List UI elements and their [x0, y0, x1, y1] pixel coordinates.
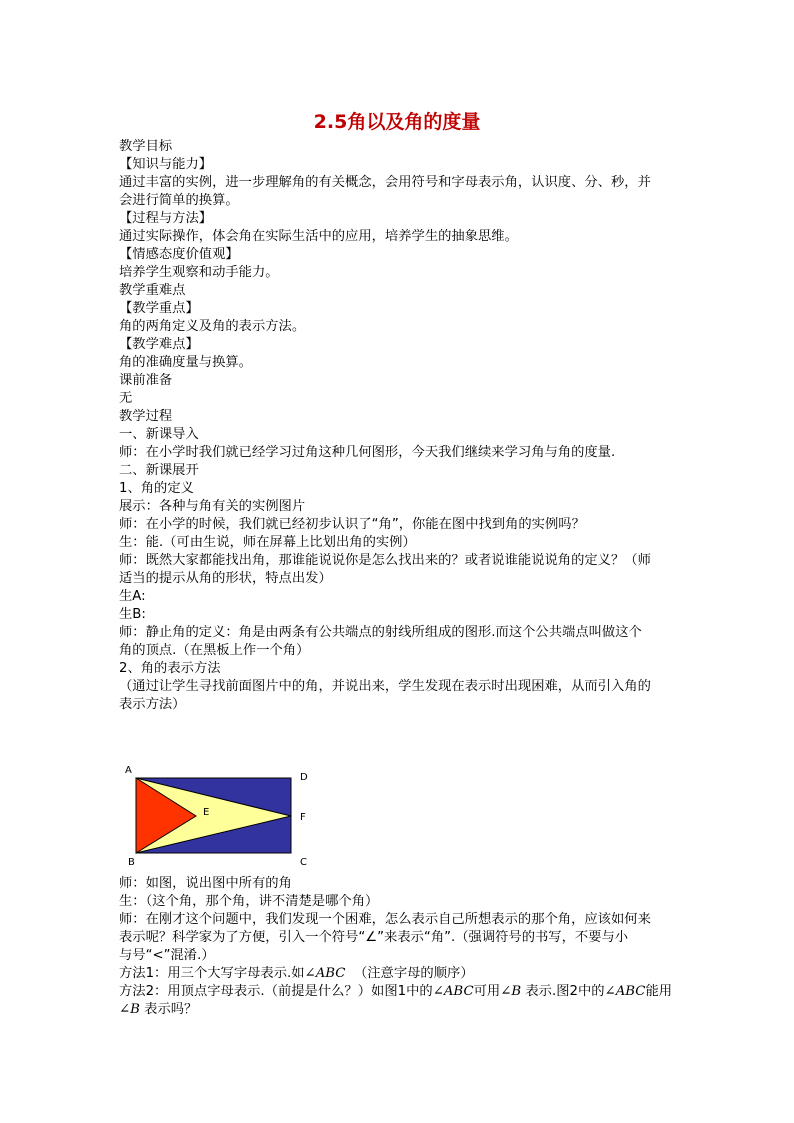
text-line: 【知识与能力】 — [119, 157, 213, 172]
text-line: 培养学生观察和动手能力。 — [119, 265, 279, 280]
text-line: 2、角的表示方法 — [119, 661, 221, 676]
text-line: 与号“<”混淆.） — [119, 948, 215, 963]
text-line: 师：静止角的定义：角是由两条有公共端点的射线所组成的图形.而这个公共端点叫做这个 — [119, 625, 642, 640]
text-line: 【过程与方法】 — [119, 211, 213, 226]
text-line: 二、新课展开 — [119, 463, 199, 478]
method-2-line — [119, 983, 672, 1001]
text-line: 【情感态度价值观】 — [119, 247, 239, 262]
text-line: 通过丰富的实例，进一步理解角的有关概念，会用符号和字母表示角，认识度、分、秒，并 — [119, 175, 651, 190]
label-c: C — [300, 857, 307, 868]
text-line: 生：（这个角，那个角，讲不清楚是哪个角） — [119, 894, 379, 909]
text-line: 生：能.（可由生说，师在屏幕上比划出角的实例） — [119, 535, 416, 550]
text-line: 教学过程 — [119, 409, 173, 424]
text-line: 角的顶点.（在黑板上作一个角） — [119, 643, 310, 658]
method-3-suffix: 表示吗？ — [144, 1002, 198, 1017]
text-line: 生A: — [119, 589, 146, 604]
method-1-suffix: （注意字母的顺序） — [353, 966, 474, 981]
text-line: 课前准备 — [119, 373, 173, 388]
method-2-text: 表示.图2中的 — [525, 984, 605, 999]
method-2-suffix: 能用 — [645, 984, 673, 999]
text-line: 展示：各种与角有关的实例图片 — [119, 499, 306, 514]
text-line: 【教学难点】 — [119, 337, 199, 352]
label-b: B — [128, 857, 135, 868]
text-line: 师：如图，说出图中所有的角 — [119, 876, 292, 891]
text-line: 【教学重点】 — [119, 301, 199, 316]
method-2-text: 可用 — [473, 984, 501, 999]
angle-figure — [119, 765, 319, 873]
method-1-line — [119, 965, 474, 983]
text-line: 生B: — [119, 607, 146, 622]
text-line: 适当的提示从角的形状，特点出发） — [119, 571, 332, 586]
angle-symbol: ∠ABC — [304, 966, 346, 981]
label-f: F — [300, 812, 306, 823]
method-3-line — [119, 1001, 197, 1019]
text-line: 师：在小学时我们就已经学习过角这种几何图形，今天我们继续来学习角与角的度量. — [119, 445, 616, 460]
method-1-prefix: 方法1：用三个大写字母表示.如 — [119, 966, 305, 981]
page-title: 2.5角以及角的度量 — [313, 111, 481, 133]
angle-symbol: ∠B — [119, 1002, 140, 1017]
label-a: A — [125, 765, 132, 776]
text-line: 教学重难点 — [119, 283, 186, 298]
text-line: 教学目标 — [119, 139, 173, 154]
text-line: 1、角的定义 — [119, 481, 194, 496]
text-line: 通过实际操作，体会角在实际生活中的应用，培养学生的抽象思维。 — [119, 229, 518, 244]
angle-symbol: ∠ABC — [432, 984, 474, 999]
method-2-prefix: 方法2：用顶点字母表示.（前提是什么？）如图1中的 — [119, 984, 433, 999]
label-d: D — [300, 772, 308, 783]
text-line: 一、新课导入 — [119, 427, 199, 442]
text-line: 无 — [119, 391, 133, 406]
text-line: 师：在小学的时候，我们就已经初步认识了“角”，你能在图中找到角的实例吗？ — [119, 517, 585, 532]
text-line: 表示呢？科学家为了方便，引入一个符号“∠”来表示“角”.（强调符号的书写，不要与小 — [119, 930, 629, 945]
text-line: （通过让学生寻找前面图片中的角，并说出来，学生发现在表示时出现困难，从而引入角的 — [119, 679, 651, 694]
angle-symbol: ∠ABC — [604, 984, 646, 999]
figure-svg — [119, 765, 319, 873]
text-line: 表示方法） — [119, 697, 186, 712]
label-e: E — [203, 807, 210, 818]
angle-symbol: ∠B — [500, 984, 522, 999]
text-line: 师：既然大家都能找出角，那谁能说说你是怎么找出来的？或者说谁能说说角的定义？（师 — [119, 553, 651, 568]
text-line: 角的两角定义及角的表示方法。 — [119, 319, 306, 334]
text-line: 角的准确度量与换算。 — [119, 355, 252, 370]
text-line: 会进行简单的换算。 — [119, 193, 239, 208]
text-line: 师：在刚才这个问题中，我们发现一个困难，怎么表示自己所想表示的那个角，应该如何来 — [119, 912, 651, 927]
